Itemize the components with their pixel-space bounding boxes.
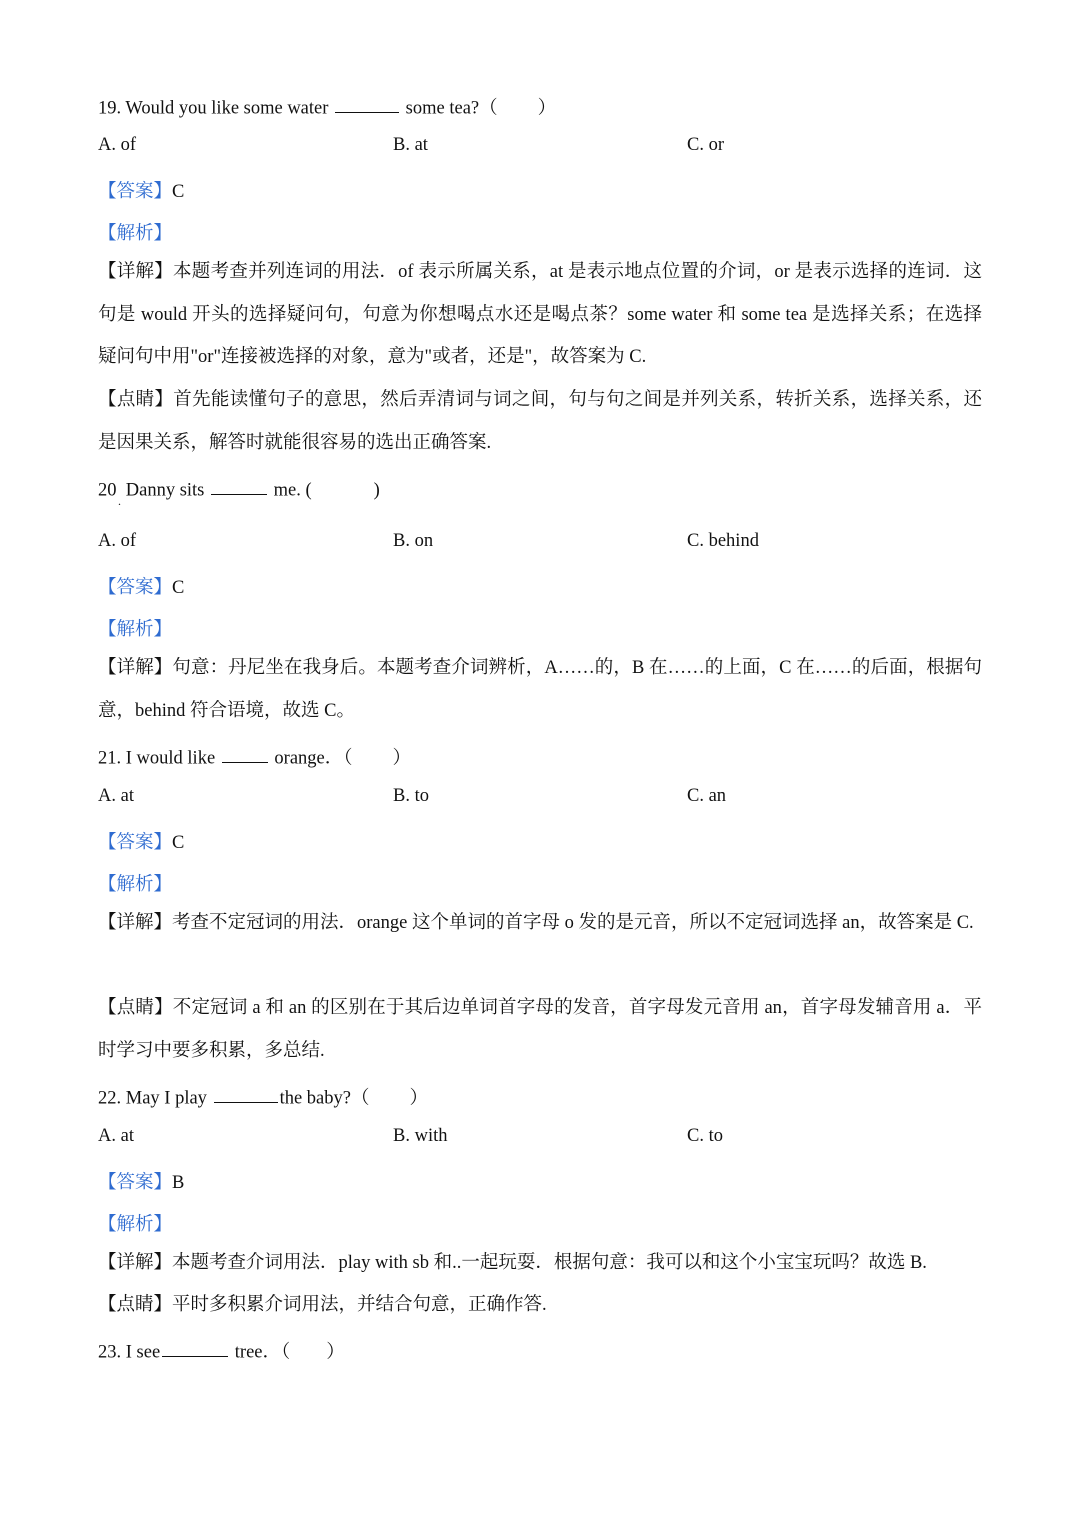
detail-label: 【详解】 bbox=[98, 658, 173, 678]
question-22-tip-text: 平时多积累介词用法，并结合句意，正确作答. bbox=[172, 1295, 547, 1315]
tip-label: 【点睛】 bbox=[98, 390, 174, 410]
question-20-option-c: C. behind bbox=[687, 531, 759, 551]
question-21-options bbox=[98, 786, 998, 810]
question-19-answer-value: C bbox=[172, 182, 185, 202]
question-22 bbox=[98, 1083, 428, 1109]
question-21-option-a: A. at bbox=[98, 786, 134, 806]
analysis-label: 【解析】 bbox=[98, 1215, 173, 1235]
question-19-tip-text: 首先能读懂句子的意思，然后弄清词与词之间，句与句之间是并列关系，转折关系，选择关系，还是因果关系，解答时就能很容易的选出正确答案. bbox=[98, 390, 982, 453]
question-20-option-a: A. of bbox=[98, 531, 137, 551]
question-21 bbox=[98, 743, 411, 769]
question-20-number: 20 bbox=[98, 480, 117, 501]
detail-label: 【详解】 bbox=[98, 913, 173, 933]
question-21-analysis bbox=[98, 870, 172, 896]
detail-label: 【详解】 bbox=[98, 1253, 173, 1273]
question-19 bbox=[98, 93, 556, 119]
question-21-detail-text: 考查不定冠词的用法．orange 这个单词的首字母 o 发的是元音，所以不定冠词选择 an，故答案是 C. bbox=[172, 913, 974, 933]
question-19-option-b: B. at bbox=[393, 135, 428, 155]
question-23-text-before: 23. I see bbox=[98, 1342, 161, 1363]
question-21-tip bbox=[98, 987, 982, 1072]
question-19-tip bbox=[98, 379, 982, 464]
analysis-label: 【解析】 bbox=[98, 875, 173, 895]
question-22-text-before: 22. May I play bbox=[98, 1088, 207, 1109]
question-21-blank bbox=[222, 743, 268, 763]
question-22-detail bbox=[98, 1242, 982, 1285]
question-21-detail bbox=[98, 902, 982, 945]
question-21-tip-text: 不定冠词 a 和 an 的区别在于其后边单词首字母的发音，首字母发元音用 an，首字母发辅音用 a．平时学习中要多积累，多总结. bbox=[98, 998, 982, 1061]
question-22-tip bbox=[98, 1284, 982, 1327]
answer-label: 【答案】 bbox=[98, 833, 173, 853]
question-20-close-paren: ) bbox=[373, 480, 380, 501]
question-21-answer bbox=[98, 828, 184, 854]
question-22-text-after: the baby?（ bbox=[279, 1088, 370, 1109]
tip-label: 【点睛】 bbox=[98, 1295, 173, 1315]
question-21-text-after: orange．（ bbox=[274, 748, 353, 769]
question-20-text-before: Danny sits bbox=[125, 480, 205, 501]
question-20-detail-text: 句意：丹尼坐在我身后。本题考查介词辨析，A……的，B 在……的上面，C 在……的后面，根据句意，behind 符合语境，故选 C。 bbox=[98, 658, 982, 721]
question-22-close-paren: ） bbox=[409, 1088, 428, 1109]
question-22-analysis bbox=[98, 1210, 172, 1236]
question-20-text-after: me. ( bbox=[273, 480, 312, 501]
question-22-option-b: B. with bbox=[393, 1126, 448, 1146]
question-19-close-paren: ） bbox=[537, 98, 557, 119]
question-20 bbox=[98, 475, 380, 501]
analysis-label: 【解析】 bbox=[98, 224, 173, 244]
tip-label: 【点睛】 bbox=[98, 998, 173, 1018]
question-19-answer bbox=[98, 177, 184, 203]
question-20-answer-value: C bbox=[172, 578, 185, 598]
question-23-text-after: tree．（ bbox=[234, 1342, 291, 1363]
question-20-blank bbox=[211, 475, 267, 495]
question-20-options bbox=[98, 531, 998, 555]
question-20-detail bbox=[98, 647, 982, 732]
question-22-answer-value: B bbox=[172, 1173, 185, 1193]
question-19-option-a: A. of bbox=[98, 135, 137, 155]
question-22-detail-text: 本题考查介词用法．play with sb 和..一起玩耍．根据句意：我可以和这个小宝宝玩吗？故选 B. bbox=[172, 1253, 927, 1273]
answer-label: 【答案】 bbox=[98, 182, 173, 202]
question-22-options bbox=[98, 1126, 998, 1150]
question-19-option-c: C. or bbox=[687, 135, 724, 155]
question-19-analysis bbox=[98, 219, 172, 245]
question-23 bbox=[98, 1337, 345, 1363]
question-20-option-b: B. on bbox=[393, 531, 434, 551]
question-22-option-a: A. at bbox=[98, 1126, 134, 1146]
question-21-text-before: 21. I would like bbox=[98, 748, 216, 769]
question-22-blank bbox=[214, 1083, 278, 1103]
question-20-analysis bbox=[98, 615, 172, 641]
question-19-options bbox=[98, 135, 998, 159]
question-23-blank bbox=[162, 1337, 228, 1357]
question-21-close-paren: ） bbox=[392, 748, 412, 769]
answer-label: 【答案】 bbox=[98, 578, 173, 598]
question-20-answer bbox=[98, 573, 184, 599]
question-19-detail-text: 本题考查并列连词的用法．of 表示所属关系，at 是表示地点位置的介词，or 是表示选择的连词．这句是 would 开头的选择疑问句，句意为你想喝点水还是喝点茶？some water 和 some tea 是选择关系；在选择疑问句中用"or"连接被选择的对象，意为"或者，还是"，故答案为 C. bbox=[98, 262, 982, 367]
analysis-label: 【解析】 bbox=[98, 620, 173, 640]
question-21-answer-value: C bbox=[172, 833, 185, 853]
question-19-detail bbox=[98, 251, 982, 379]
question-23-close-paren: ） bbox=[326, 1342, 345, 1363]
question-22-option-c: C. to bbox=[687, 1126, 723, 1146]
answer-label: 【答案】 bbox=[98, 1173, 173, 1193]
question-19-blank bbox=[335, 93, 399, 113]
question-21-option-c: C. an bbox=[687, 786, 727, 806]
question-19-text-after: some tea?（ bbox=[405, 98, 498, 119]
detail-label: 【详解】 bbox=[98, 262, 174, 282]
question-20-dot: . bbox=[118, 494, 121, 508]
question-19-text-before: 19. Would you like some water bbox=[98, 98, 329, 119]
question-22-answer bbox=[98, 1168, 184, 1194]
question-21-option-b: B. to bbox=[393, 786, 429, 806]
